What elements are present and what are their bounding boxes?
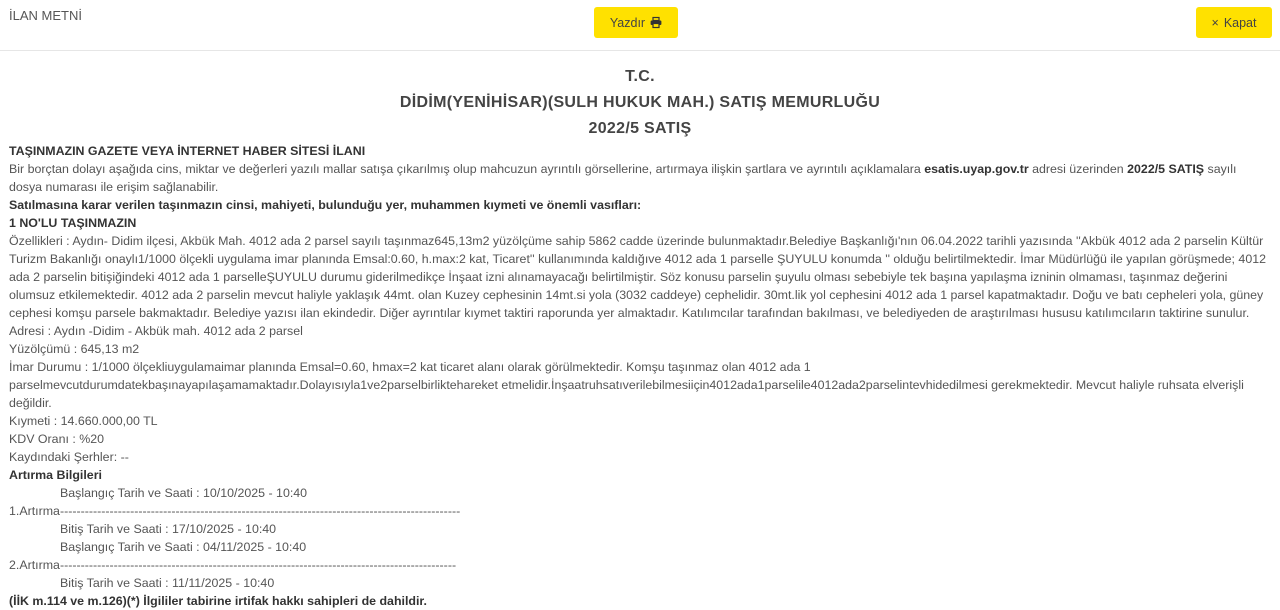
close-icon: ×: [1211, 15, 1219, 30]
auction-label: 1.Artırma: [9, 504, 60, 518]
esatis-link: esatis.uyap.gov.tr: [924, 162, 1029, 176]
auction-start: Başlangıç Tarih ve Saati : 04/11/2025 - 10:40: [60, 540, 307, 554]
auction-end: Bitiş Tarih ve Saati : 17/10/2025 - 10:40: [60, 522, 277, 536]
print-button[interactable]: [594, 7, 678, 38]
section-title: Satılmasına karar verilen taşınmazın cinsi, mahiyeti, bulunduğu yer, muhammen kıymeti ve önemli vasıfları:: [9, 198, 642, 212]
property-area: Yüzölçümü : 645,13 m2: [9, 342, 140, 356]
auction-2: [9, 538, 1271, 592]
property-title: 1 NO'LU TAŞINMAZIN: [9, 216, 137, 230]
file-number: 2022/5 SATIŞ: [1127, 162, 1205, 176]
page-title: İLAN METNİ: [9, 8, 82, 23]
property-features: Özellikleri : Aydın- Didim ilçesi, Akbük Mah. 4012 ada 2 parsel sayılı taşınmaz645,13m2 yüzölçüme sahip 5862 cadde üzerinde bulunmaktadır.Belediye Başkanlığı'nın 06.04.2022 tarihli yazısında ''Akbük 4012 ada 2 parselin Kültür Turizm Bakanlığı onaylı1/1000 ölçekli uygulama imar planında Emsal:0.60, h.max:2 kat, Ticaret'' kullanımında kaldığıve 4012 ada 1 parselle ŞUYULU konumda '' olduğu belirtilmektedir. İmar Müdürlüğü ile yapılan görüşmede; 4012 ada 2 parselin bitişiğindeki 4012 ada 1 parselleŞUYULU durumu giderilmedikçe İnşaat izni alınamayacağı belirtilmiştir. Söz konusu parselin şuyulu olması sebebiyle tek başına yapılaşma izninin olmaması, taşınmaz değerini olumsuz etkilemektedir. 4012 ada 2 parselin mevcut haliyle yaklaşık 44mt. olan Kuzey cephesinin 14mt.si yola (3032 caddeye) cephelidir. 30mt.lik yol cephesini 4012 ada 1 parsel kapatmaktadır. Doğu ve batı cepheleri yola, güney cephesi komşu parsele bakmaktadır. Belediye yazısı ilan ekindedir. Diğer ayrıntılar kıymet taktiri raporunda yer almaktadır. Katılımcılar tarafından bakılması, ve belediyeden de araştırılması hususu katılımcıların taktirine sunulur.: [9, 234, 1266, 320]
close-button-label: Kapat: [1223, 15, 1257, 30]
notice-title: TAŞINMAZIN GAZETE VEYA İNTERNET HABER SİTESİ İLANI: [9, 144, 366, 158]
zoning-status: İmar Durumu : 1/1000 ölçekliuygulamaimar planında Emsal=0.60, hmax=2 kat ticaret alanı olarak görülmektedir. Komşu taşınmaz olan 4012 ada 1 parselmevcutdurumdatekbaşınayapılaşamamaktadır.Dolayısıyla1ve2parselbirliktehareket etmelidir.İnşaatruhsatıverilebilmesiiçin4012ada1parselile4012ada2parselintevhidedilmesi gerekmektedir. Mevcut haliyle ruhsata elverişli değildir.: [9, 360, 1244, 410]
property-value: Kıymeti : 14.660.000,00 TL: [9, 414, 158, 428]
auction-1: [9, 484, 1271, 538]
encumbrances: Kaydındaki Şerhler: --: [9, 450, 129, 464]
heading-office: DİDİM(YENİHİSAR)(SULH HUKUK MAH.) SATIŞ MEMURLUĞU: [399, 94, 881, 111]
auction-dashes: ------------------------------------------------------------------------------------------------: [59, 558, 457, 572]
auction-start: Başlangıç Tarih ve Saati : 10/10/2025 - 10:40: [60, 486, 308, 500]
auction-label-row: [9, 556, 1271, 574]
auction-label: 2.Artırma: [9, 558, 60, 572]
footer-note: (İİK m.114 ve m.126)(*) İlgililer tabirine irtifak hakkı sahipleri de dahildir.: [9, 594, 427, 608]
auction-label-row: [9, 502, 1271, 520]
document-heading: [9, 51, 1271, 142]
close-button[interactable]: [1196, 7, 1272, 38]
printer-icon: [650, 17, 662, 28]
notice-document: [0, 51, 1280, 610]
top-bar: [0, 0, 1280, 51]
auction-dashes: -------------------------------------------------------------------------------------------------: [59, 504, 461, 518]
heading-file-no: 2022/5 SATIŞ: [588, 120, 692, 137]
intro-paragraph: Bir borçtan dolayı aşağıda cins, miktar ve değerleri yazılı mallar satışa çıkarılmış olup mahcuzun ayrıntılı görsellerine, artırmaya ilişkin şartlara ve ayrıntılı açıklamalara esatis.uyap.gov.tr adresi üzerinden 2022/5 SATIŞ sayılı dosya numarası ile erişim sağlanabilir.: [9, 162, 1237, 194]
property-address: Adresi : Aydın -Didim - Akbük mah. 4012 ada 2 parsel: [9, 324, 303, 338]
vat-rate: KDV Oranı : %20: [9, 432, 105, 446]
heading-tc: T.C.: [625, 68, 655, 85]
auction-title: Artırma Bilgileri: [9, 468, 102, 482]
print-button-label: Yazdır: [609, 15, 646, 30]
auction-end: Bitiş Tarih ve Saati : 11/11/2025 - 10:40: [60, 576, 275, 590]
